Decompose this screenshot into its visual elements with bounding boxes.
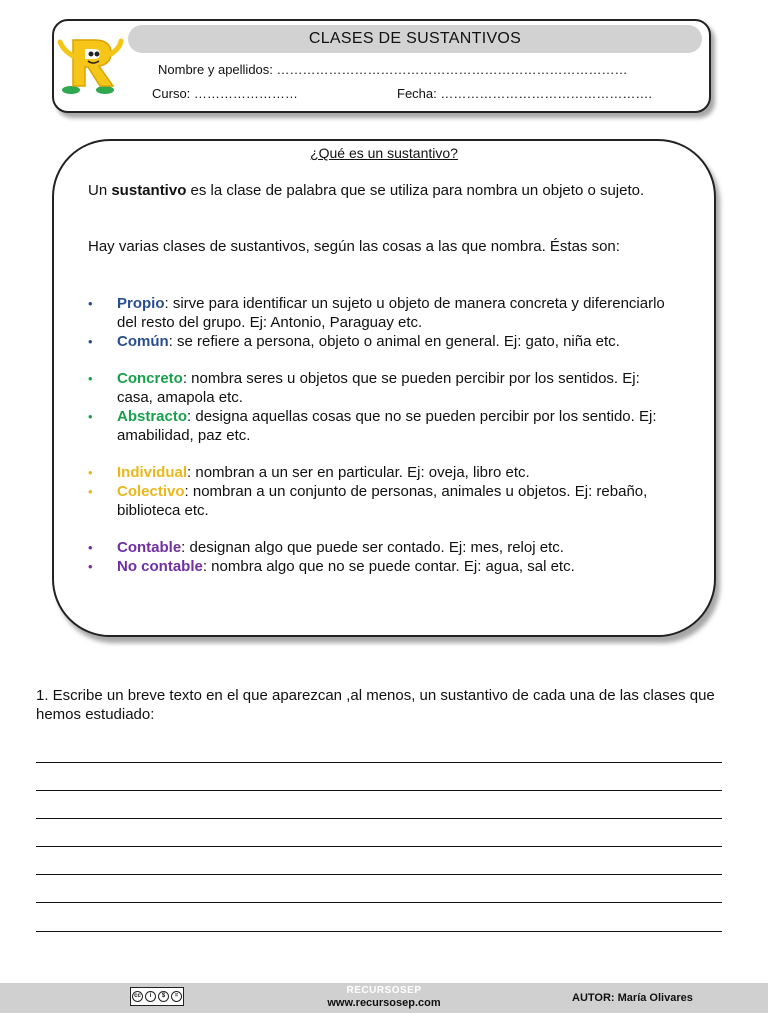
site-brand: RECURSOSEP — [346, 985, 422, 996]
bullet-icon: • — [88, 409, 93, 424]
answer-line[interactable] — [36, 818, 722, 819]
noun-classes-list — [88, 294, 673, 576]
site-url[interactable]: www.recursosep.com — [327, 997, 441, 1009]
list-item: • Abstracto: designa aquellas cosas que no se pueden percibir por los sentido. Ej: amabilidad, paz etc. — [88, 408, 657, 444]
creative-commons-badge-icon: cc i $ = — [130, 987, 184, 1006]
definition-paragraph: Un sustantivo es la clase de palabra que se utiliza para nombra un objeto o sujeto. — [88, 182, 645, 199]
course-field: Curso: …………………… — [152, 86, 298, 101]
answer-line[interactable] — [36, 874, 722, 875]
bullet-icon: • — [88, 484, 93, 499]
list-item: • Individual: nombran a un ser en particular. Ej: oveja, libro etc. — [88, 464, 530, 481]
answer-line[interactable] — [36, 902, 722, 903]
bullet-icon: • — [88, 371, 93, 386]
answer-line[interactable] — [36, 790, 722, 791]
list-item: • Concreto: nombra seres u objetos que se pueden percibir por los sentidos. Ej: casa, amapola etc. — [88, 370, 640, 406]
bullet-icon: • — [88, 465, 93, 480]
date-field: Fecha: …………………………………………. — [397, 86, 652, 101]
bullet-icon: • — [88, 296, 93, 311]
letter-r-mascot-icon — [55, 34, 125, 96]
classes-intro-paragraph: Hay varias clases de sustantivos, según las cosas a las que nombra. Éstas son: — [88, 238, 620, 255]
exercise-prompt: 1. Escribe un breve texto en el que aparezcan ,al menos, un sustantivo de cada una de las clases que hemos estudiado: — [36, 687, 715, 723]
answer-line[interactable] — [36, 846, 722, 847]
list-item: • No contable: nombra algo que no se puede contar. Ej: agua, sal etc. — [88, 558, 575, 575]
list-item: • Colectivo: nombran a un conjunto de personas, animales u objetos. Ej: rebaño, biblioteca etc. — [88, 483, 648, 519]
name-field: Nombre y apellidos: ……………………………………………………………………… — [158, 62, 628, 77]
definition-title: ¿Qué es un sustantivo? — [310, 145, 458, 161]
bullet-icon: • — [88, 540, 93, 555]
list-item: • Común: se refiere a persona, objeto o animal en general. Ej: gato, niña etc. — [88, 333, 620, 350]
author-credit: AUTOR: María Olivares — [572, 992, 693, 1004]
bullet-icon: • — [88, 334, 93, 349]
list-item: • Propio: sirve para identificar un sujeto u objeto de manera concreta y diferenciarlo del resto del grupo. Ej: Antonio, Paraguay etc. — [88, 295, 665, 331]
worksheet-title: CLASES DE SUSTANTIVOS — [128, 25, 702, 53]
answer-line[interactable] — [36, 931, 722, 932]
list-item: • Contable: designan algo que puede ser contado. Ej: mes, reloj etc. — [88, 539, 564, 556]
answer-line[interactable] — [36, 762, 722, 763]
bullet-icon: • — [88, 559, 93, 574]
